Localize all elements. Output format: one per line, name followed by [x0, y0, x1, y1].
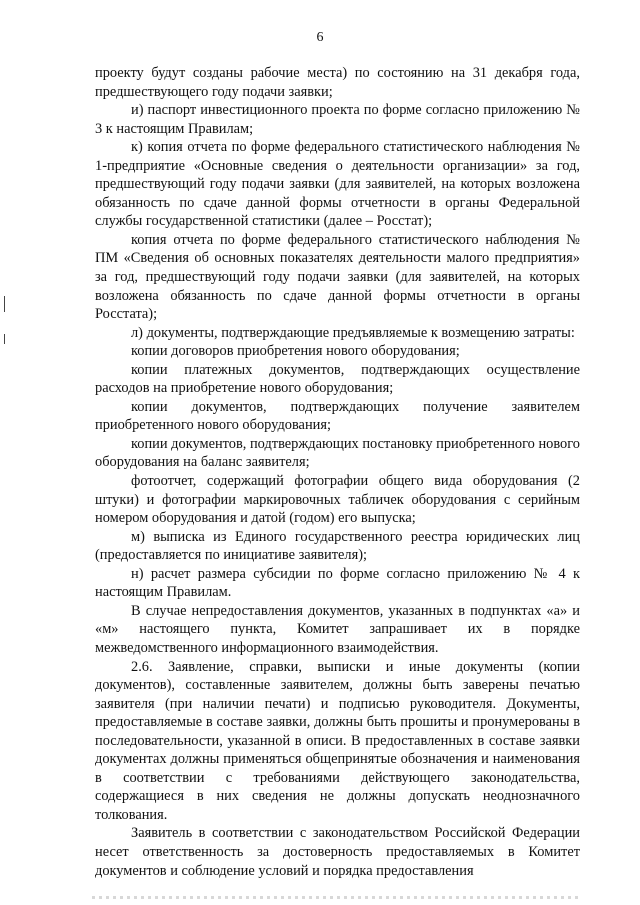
paragraph-item-k: к) копия отчета по форме федерального статистического наблюдения № 1-предприятие «Основные сведения о деятельности организации» за год, предшествующий году подачи заявки (для заявителей, на которых возложена обязанность по сдаче данной формы отчетности в органы Федеральной службы государственной статистики (далее – Росстат);	[95, 139, 580, 230]
paragraph-payment-documents: копии платежных документов, подтверждающих осуществление расходов на приобретение нового оборудования;	[95, 361, 580, 397]
paragraph-balance-documents: копии документов, подтверждающих постановку приобретенного нового оборудования на баланс заявителя;	[95, 435, 580, 471]
margin-mark-lower	[4, 334, 5, 344]
paragraph-receipt-documents: копии документов, подтверждающих получение заявителем приобретенного нового оборудования;	[95, 398, 580, 434]
paragraph-section-2-6: 2.6. Заявление, справки, выписки и иные документы (копии документов), составленные заявителем, должны быть заверены печатью заявителя (при наличии печати) и подписью руководителя. Документы, предоставляемые в составе заявки, должны быть прошиты и пронумерованы в последовательности, указанной в описи. В предоставленных в составе заявки документах должны применяться общепринятые обозначения и наименования в соответствии с требованиями действующего законодательства, содержащиеся в них сведения не должны допускать неоднозначного толкования.	[95, 658, 580, 823]
paragraph-item-m: м) выписка из Единого государственного реестра юридических лиц (предоставляется по инициативе заявителя);	[95, 528, 580, 564]
paragraph-applicant-responsibility: Заявитель в соответствии с законодательством Российской Федерации несет ответственность за достоверность предоставляемых в Комитет документов и соблюдение условий и порядка предоставления	[95, 825, 580, 879]
document-body	[95, 64, 580, 880]
paragraph-contracts: копии договоров приобретения нового оборудования;	[131, 343, 460, 360]
scan-bottom-edge	[92, 896, 582, 899]
paragraph-item-n: н) расчет размера субсидии по форме согласно приложению № 4 к настоящим Правилам.	[95, 565, 580, 601]
paragraph-photo-report: фотоотчет, содержащий фотографии общего вида оборудования (2 штуки) и фотографии маркировочных табличек оборудования с серийным номером оборудования и датой (годом) его выпуска;	[95, 473, 580, 527]
paragraph-item-l: л) документы, подтверждающие предъявляемые к возмещению затраты:	[131, 324, 575, 341]
page-number: 6	[316, 30, 324, 45]
paragraph-item-i: и) паспорт инвестиционного проекта по форме согласно приложению № 3 к настоящим Правилам;	[95, 102, 580, 137]
paragraph-non-submission: В случае непредоставления документов, указанных в подпунктах «а» и «м» настоящего пункта, Комитет запрашивает их в порядке межведомственного информационного взаимодействия.	[95, 602, 580, 656]
paragraph-item-k-pm-report: копия отчета по форме федерального статистического наблюдения № ПМ «Сведения об основных показателях деятельности малого предприятия» за год, предшествующий году подачи заявки (для заявителей, на которых возложена обязанность по сдаче данной формы отчетности в органы Росстата);	[95, 231, 580, 323]
margin-mark-upper	[4, 296, 5, 312]
paragraph-continuation: проекту будут созданы рабочие места) по состоянию на 31 декабря года, предшествующего году подачи заявки;	[95, 65, 580, 100]
